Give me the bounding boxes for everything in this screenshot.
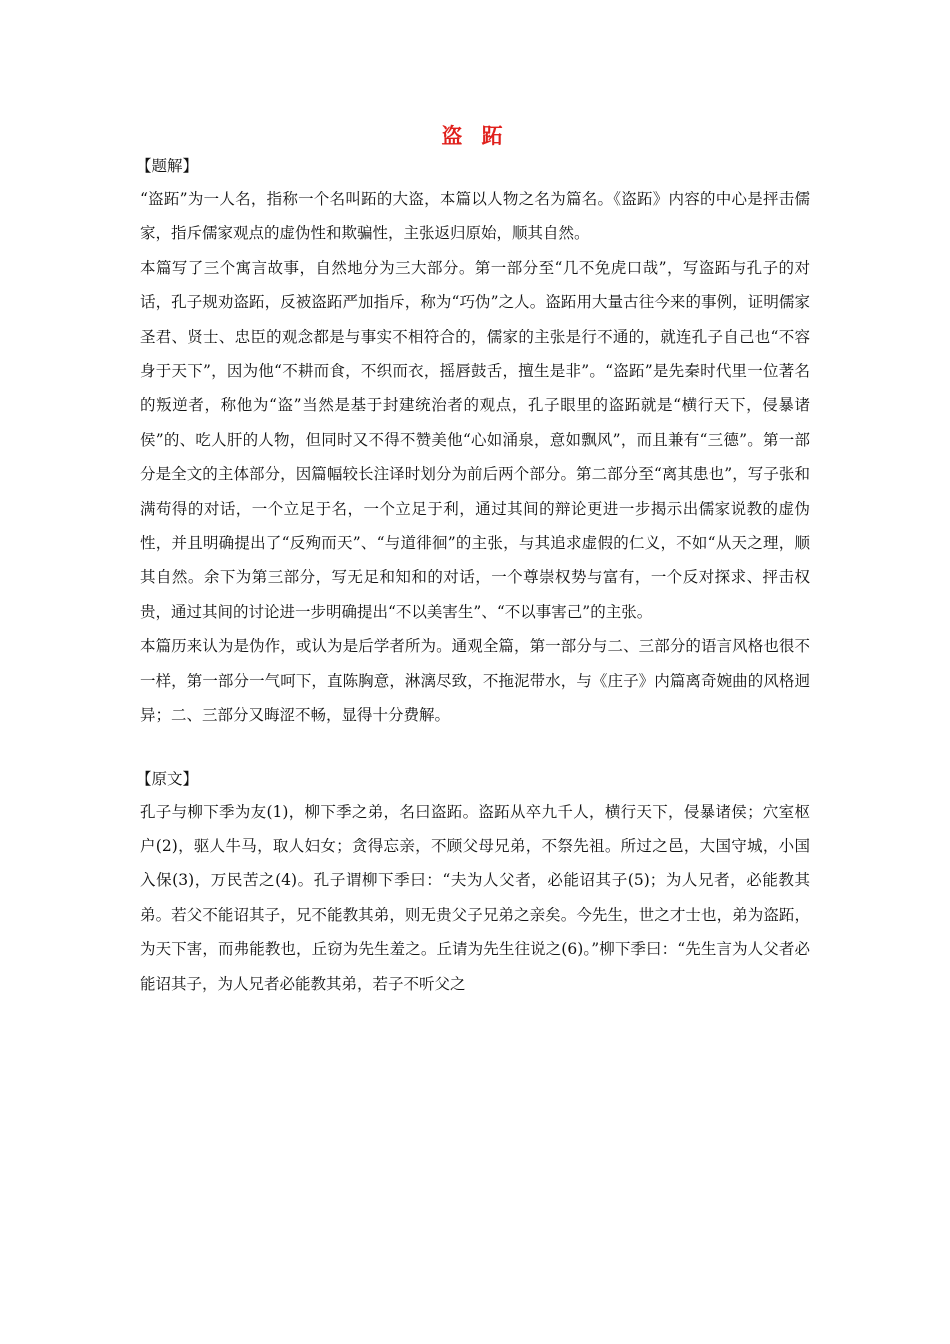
yuanwen-paragraph-1: 孔子与柳下季为友(1)，柳下季之弟，名曰盗跖。盗跖从卒九千人，横行天下，侵暴诸侯；穴室枢户(2)，驱人牛马，取人妇女；贪得忘亲，不顾父母兄弟，不祭先祖。所过之邑，大国守城，小国入保(3)，万民苦之(4)。孔子谓柳下季曰：“夫为人父者，必能诏其子(5)；为人兄者，必能教其弟。若父不能诏其子，兄不能教其弟，则无贵父子兄弟之亲矣。今先生，世之才士也，弟为盗跖，为天下害，而弗能教也，丘窃为先生羞之。丘请为先生往说之(6)。”柳下季曰：“先生言为人父者必能诏其子，为人兄者必能教其弟，若子不听父之 xyxy=(140,802,810,993)
yuanwen-heading: 【原文】 xyxy=(136,769,199,788)
tijie-heading: 【题解】 xyxy=(136,157,199,175)
tijie-paragraph-2: 本篇写了三个寓言故事，自然地分为三大部分。第一部分至“几不免虎口哉”，写盗跖与孔子的对话，孔子规劝盗跖，反被盗跖严加指斥，称为“巧伪”之人。盗跖用大量古往今来的事例，证明儒家圣君、贤士、忠臣的观念都是与事实不相符合的，儒家的主张是行不通的，就连孔子自己也“不容身于天下”，因为他“不耕而食，不织而衣，摇唇鼓舌，擅生是非”。“盗跖”是先秦时代里一位著名的叛逆者，称他为“盗”当然是基于封建统治者的观点，孔子眼里的盗跖就是“横行天下，侵暴诸侯”的、吃人肝的人物，但同时又不得不赞美他“心如涌泉，意如飘风”，而且兼有“三德”。第一部分是全文的主体部分，因篇幅较长注译时划分为前后两个部分。第二部分至“离其患也”，写子张和满苟得的对话，一个立足于名，一个立足于利，通过其间的辩论更进一步揭示出儒家说教的虚伪性，并且明确提出了“反殉而天”、“与道徘徊”的主张，与其追求虚假的仁义，不如“从天之理，顺其自然。余下为第三部分，写无足和知和的对话，一个尊崇权势与富有，一个反对探求、抨击权贵，通过其间的讨论进一步明确提出“不以美害生”、“不以事害己”的主张。 xyxy=(140,258,810,621)
tijie-paragraph-1: “盗跖”为一人名，指称一个名叫跖的大盗，本篇以人物之名为篇名。《盗跖》内容的中心是抨击儒家，指斥儒家观点的虚伪性和欺骗性，主张返归原始，顺其自然。 xyxy=(140,190,810,243)
section-spacer xyxy=(140,733,810,767)
page-title: 盗 跖 xyxy=(441,123,509,148)
tijie-paragraph-3: 本篇历来认为是伪作，或认为是后学者所为。通观全篇，第一部分与二、三部分的语言风格也很不一样，第一部分一气呵下，直陈胸意，淋漓尽致，不拖泥带水，与《庄子》内篇离奇婉曲的风格迥异；二、三部分又晦涩不畅，显得十分费解。 xyxy=(140,637,810,725)
document-page xyxy=(136,118,810,1001)
